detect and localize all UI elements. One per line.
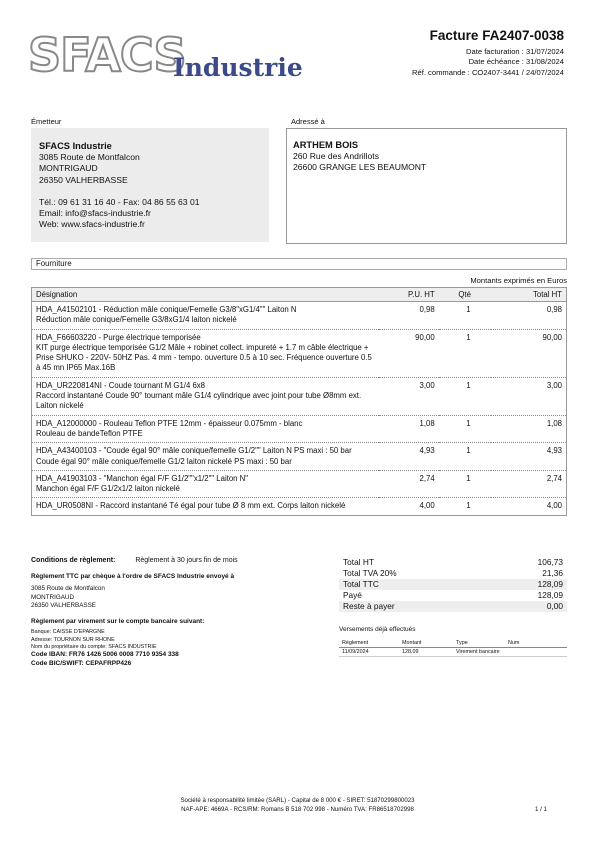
banque: Banque: CAISSE D'EPARGNE	[31, 629, 105, 636]
sender-email: Email: info@sfacs-industrie.fr	[39, 208, 151, 219]
item-qte: 1	[439, 415, 491, 443]
totals-row	[339, 579, 567, 590]
item-total: 1,08	[491, 415, 567, 443]
items-table	[31, 287, 567, 516]
vers-col-montant: Montant	[402, 640, 422, 646]
versements-header	[339, 638, 567, 648]
item-designation	[32, 302, 379, 330]
sender-addr3: 26350 VALHERBASSE	[39, 174, 128, 185]
item-designation	[32, 498, 379, 515]
col-total: Total HT	[491, 288, 567, 302]
conditions-label: Conditions de règlement:	[31, 557, 116, 564]
company-logo	[28, 28, 303, 90]
ttc-addr3: 26350 VALHERBASSE	[31, 601, 96, 609]
item-total: 4,93	[491, 443, 567, 471]
versements-section	[339, 626, 567, 657]
item-line1: HDA_A12000000 - Rouleau Teflon PTFE 12mm - épaisseur 0.075mm - blanc	[36, 418, 303, 428]
item-pu: 4,00	[379, 498, 439, 515]
total-value: 21,36	[542, 568, 563, 578]
total-label: Payé	[343, 590, 362, 600]
footer-line1: Société à responsabilité limitée (SARL) - Capital de 8 000 € - SIRET: 51870299800023	[180, 797, 415, 804]
vers-num	[508, 649, 564, 655]
total-label: Total TTC	[339, 579, 487, 590]
totals-row	[339, 557, 567, 568]
item-line1: HDA_F66603220 - Purge électrique temporisée	[36, 332, 201, 342]
item-designation	[32, 329, 379, 377]
table-row	[32, 377, 567, 415]
vers-col-type: Type	[456, 640, 468, 646]
item-pu: 1,08	[379, 415, 439, 443]
total-label: Total TVA 20%	[343, 568, 397, 578]
table-row	[32, 302, 567, 330]
sender-name: SFACS Industrie	[39, 141, 112, 151]
sender-web: Web: www.sfacs-industrie.fr	[39, 219, 145, 230]
date-facturation: Date facturation : 31/07/2024	[466, 47, 564, 56]
totals-row	[339, 601, 567, 612]
bic: Code BIC/SWIFT: CEPAFRPP426	[31, 659, 132, 667]
conditions-value: Règlement à 30 jours fin de mois	[135, 557, 238, 564]
total-value: 106,73	[537, 557, 563, 567]
item-line1: HDA_A41502101 - Réduction mâle conique/Femelle G3/8"xG1/4"" Laiton N	[36, 305, 297, 314]
total-label: Reste à payer	[339, 601, 487, 612]
item-total: 0,98	[491, 302, 567, 330]
item-total: 4,00	[491, 498, 567, 515]
item-pu: 0,98	[379, 302, 439, 330]
item-line1: HDA_UR0508NI - Raccord instantané Té égal pour tube Ø 8 mm ext. Corps laiton nickelé	[36, 501, 346, 511]
footer-line2: NAF-APE: 4669A - RCS/RM: Romans B 518 702 998 - Numéro TVA: FR86518702998	[181, 805, 414, 813]
logo-main-text: SFACS	[28, 28, 186, 82]
item-pu: 90,00	[379, 329, 439, 377]
virement-title: Règlement par virement sur le compte bancaire suivant:	[31, 618, 205, 626]
sender-addr2: MONTRIGAUD	[39, 163, 98, 174]
page-number: 1 / 1	[534, 806, 547, 813]
totals-table	[339, 557, 567, 612]
item-line2: Manchon égal F/F G1/2x1/2 laiton nickelé	[36, 484, 180, 494]
items-header-row	[32, 288, 567, 302]
item-line2: Réduction mâle conique/Femelle G3/8xG1/4 laiton nickelé	[36, 315, 237, 325]
item-qte: 1	[439, 443, 491, 471]
totals-row	[339, 568, 567, 579]
total-value: 128,09	[487, 579, 567, 590]
ref-commande: Réf. commande : CO2407-3441 / 24/07/2024	[412, 67, 564, 77]
table-row	[32, 415, 567, 443]
item-total: 3,00	[491, 377, 567, 415]
banque-adresse: Adresse: TOURNON SUR RHONE	[31, 636, 115, 643]
total-value: 0,00	[487, 601, 567, 612]
item-qte: 1	[439, 498, 491, 515]
item-line1: HDA_A43400103 - "Coude égal 90° mâle conique/femelle G1/2"" Laiton N PS maxi : 50 bar	[36, 446, 352, 456]
totals-row	[339, 590, 567, 601]
fourniture-bar: Fourniture	[31, 258, 567, 270]
item-pu: 4,93	[379, 443, 439, 471]
ttc-addr2: MONTRIGAUD	[31, 593, 75, 601]
ttc-title: Règlement TTC par chèque à l'ordre de SFACS Industrie envoyé à	[31, 573, 235, 581]
item-line2: Rouleau de bandeTeflon PTFE	[36, 428, 143, 438]
iban: Code IBAN: FR76 1426 5006 0008 7710 9354 338	[31, 651, 179, 659]
item-total: 2,74	[491, 470, 567, 498]
item-qte: 1	[439, 377, 491, 415]
versements-title: Versements déjà effectués	[339, 626, 416, 633]
recipient-name: ARTHEM BOIS	[293, 140, 359, 150]
versement-row	[339, 648, 567, 657]
recipient-addr2: 26600 GRANGE LES BEAUMONT	[293, 162, 427, 173]
sender-tel: Tél.: 09 61 31 16 40 - Fax: 04 86 55 63 01	[39, 196, 200, 207]
total-label: Total HT	[343, 557, 374, 567]
sender-addr1: 3085 Route de Montfalcon	[39, 152, 140, 163]
recipient-addr1: 260 Rue des Andrillots	[293, 151, 379, 162]
date-echeance: Date échéance : 31/08/2024	[468, 57, 564, 67]
item-line2: Coude égal 90° mâle conique/femelle G1/2 laiton nickelé PS maxi : 50 bar	[36, 456, 292, 466]
item-designation	[32, 443, 379, 471]
vers-col-reglement: Règlement	[342, 640, 369, 646]
item-designation	[32, 470, 379, 498]
sender-label: Émetteur	[31, 117, 62, 126]
item-designation	[32, 415, 379, 443]
logo-sub-text: Industrie	[173, 53, 303, 82]
vers-date: 11/09/2024	[342, 649, 369, 655]
sender-box	[31, 128, 269, 242]
item-qte: 1	[439, 329, 491, 377]
table-row	[32, 443, 567, 471]
total-value: 128,09	[537, 590, 563, 600]
item-line2: KIT purge électrique temporisée G1/2 Mâle + robinet collect. impureté + 1.7 m câble électrique + Prise SHUKO - 220V- 50HZ Pas. 4 mm - tempo. ouverture 0.5 à 10 sec. Fréquence ouverture 0.5 à 45 mn IP65 Max.16B	[36, 342, 372, 373]
item-pu: 3,00	[379, 377, 439, 415]
invoice-title: Facture FA2407-0038	[429, 28, 564, 43]
table-row	[32, 470, 567, 498]
item-qte: 1	[439, 470, 491, 498]
ttc-addr1: 3085 Route de Montfalcon	[31, 585, 105, 593]
vers-montant: 128,09	[402, 649, 419, 655]
item-designation	[32, 377, 379, 415]
item-pu: 2,74	[379, 470, 439, 498]
invoice-header	[412, 28, 564, 78]
currency-note: Montants exprimés en Euros	[470, 276, 567, 285]
item-line1: HDA_UR220814NI - Coude tournant M G1/4 6x8	[36, 380, 206, 390]
col-pu: P.U. HT	[379, 288, 439, 302]
recipient-box	[286, 128, 567, 244]
vers-col-num: Num	[508, 640, 520, 646]
col-designation: Désignation	[32, 288, 379, 302]
item-line2: Raccord instantané Coude 90° tournant mâle G1/4 cylindrique avec joint pour tube Ø8mm ext. Laiton nickelé	[36, 391, 362, 411]
item-total: 90,00	[491, 329, 567, 377]
item-qte: 1	[439, 302, 491, 330]
table-row	[32, 329, 567, 377]
item-line1: HDA_A41903103 - "Manchon égal F/F G1/2""x1/2"" Laiton N"	[36, 473, 249, 483]
payment-conditions	[31, 557, 331, 668]
footer	[0, 797, 595, 814]
recipient-label: Adressé à	[291, 117, 325, 126]
vers-type: Virement bancaire	[456, 649, 500, 655]
col-qte: Qté	[439, 288, 491, 302]
table-row	[32, 498, 567, 515]
titulaire: Nom du propriétaire du compte: SFACS INDUSTRIE	[31, 644, 157, 651]
